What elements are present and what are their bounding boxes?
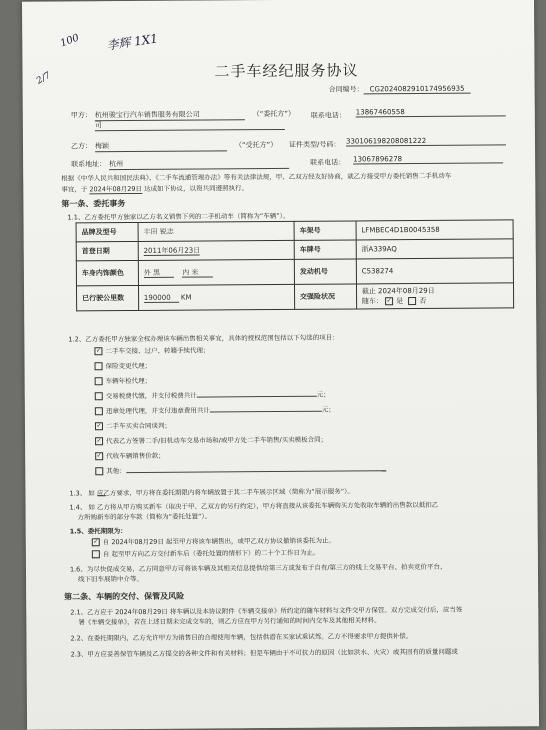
- clause-1-6-line1: 1.6、为尽快促成交易，乙方同意甲方可将该车辆及其相关信息提供给第三方或发布于自有/第三方的线上交易平台、拍卖竞价平台、: [69, 562, 447, 574]
- table-row: [76, 283, 513, 311]
- amount-blank[interactable]: [197, 390, 317, 398]
- clause-1-5: 1.5、委托期限为：: [69, 527, 127, 536]
- clause-1-3-blank[interactable]: [97, 488, 105, 496]
- party-b-name: 梅颖: [95, 140, 227, 152]
- party-a-role: （“委托方”）: [252, 109, 296, 119]
- party-a-row: [71, 110, 92, 120]
- section-2-heading: 第二条、车辆的交付、保管及风险: [64, 591, 185, 602]
- option-text: 二手车买卖合同谈判；: [105, 421, 171, 431]
- list-item: [95, 421, 171, 431]
- party-a-label: 甲方：: [70, 111, 92, 120]
- color-label: 车身内饰颜色: [76, 260, 138, 285]
- period-1-text: 自 2024年08月29日 起至甲方将该车辆售出，或甲乙双方协议撤销该委托为止。: [102, 536, 336, 547]
- clause-1-3: 1.3、 如 应乙方要求，甲方将在委托期限内将车辆放置于其二手车展示区域（简称为“展示服务”）。: [69, 487, 354, 498]
- preamble-line2: [61, 183, 248, 193]
- engine-label: 发动机号: [294, 259, 356, 284]
- engine-value: C538274: [356, 258, 513, 284]
- clause-1-4-line2: 方所购新车的部分车款（简称为“委托处置”）。: [77, 512, 212, 522]
- color-value: [138, 259, 294, 285]
- option-text: 保险变更代理；: [105, 361, 152, 371]
- preamble-post: 达成如下协议，以资共同遵照执行。: [144, 184, 249, 193]
- preamble-date: 2024年08月29日: [89, 184, 143, 194]
- checkbox-checked-icon[interactable]: ✓: [96, 452, 102, 460]
- mileage-unit: KM: [180, 293, 192, 302]
- checkbox-icon[interactable]: [95, 407, 103, 415]
- list-item: [95, 405, 335, 416]
- party-a-name: 杭州骏宝行汽车销售服务有限公司: [95, 109, 245, 121]
- party-a-phone-label: 联系电话：: [310, 111, 346, 120]
- checkbox-icon[interactable]: [95, 377, 103, 385]
- address-value: 杭州: [109, 158, 289, 170]
- list-item: [95, 361, 152, 370]
- option-suffix: 元；: [321, 405, 335, 414]
- option-suffix: 元；: [316, 390, 330, 399]
- period-option-2: [92, 548, 320, 559]
- party-b-id: 330106198208081222: [346, 136, 506, 146]
- clause-1-4-line1: 1.4、 如 乙方将从甲方购买新车（取决于甲、乙双方的另行约定），甲方将直接从该委托车辆购买方处收取车辆的出售款以抵扣乙: [69, 500, 439, 512]
- insurance-follow: [362, 295, 508, 306]
- clause-2-1-line2: 署《车辆交接单》，若在上述日期未完成交车的，则乙方应在甲方另行通知的时间内交车及其他相关材料。: [78, 616, 381, 627]
- handwritten-note-ratio: 2/7: [35, 70, 53, 87]
- mileage-number: 190000: [144, 294, 179, 303]
- plate-label: 车牌号: [294, 240, 356, 259]
- checkbox-icon[interactable]: [92, 550, 100, 558]
- mileage-value: [138, 284, 294, 310]
- option-text: 车辆年检代理；: [105, 376, 152, 386]
- option-text: 代表乙方签署二手/旧机动车交易市场和/或甲方处二手车销售/买卖模板合同；: [106, 435, 328, 446]
- address-label: 联系地址：: [71, 160, 107, 169]
- checkbox-checked-icon[interactable]: ✓: [96, 422, 102, 430]
- list-item: [95, 376, 152, 385]
- checkbox-icon[interactable]: [95, 362, 103, 370]
- brand-value: 丰田 锐志: [138, 221, 294, 241]
- party-a-name-cont: 司: [95, 119, 285, 131]
- insurance-value: [356, 283, 513, 309]
- list-item: [95, 435, 327, 446]
- option-text: 其他：: [106, 467, 126, 476]
- contract-number-value: CG20240829101749569​35: [364, 85, 471, 95]
- contract-number-label: 合同编号：: [328, 85, 364, 94]
- plate-value: 浙A339AQ: [356, 239, 513, 259]
- handwritten-note-name: 李辉 1X1: [105, 31, 159, 53]
- frame-label: 车架号: [294, 221, 356, 240]
- handwritten-note-100: 100: [58, 32, 81, 50]
- list-item: [95, 451, 165, 460]
- party-b-role: （“受托方”）: [234, 141, 278, 150]
- insurance-yes: 是: [396, 297, 404, 306]
- page-title: 二手车经纪服务协议: [214, 61, 359, 81]
- checkbox-checked-icon[interactable]: ✓: [93, 538, 99, 546]
- address-phone-label: 联系电话：: [310, 158, 346, 167]
- address-phone: 13067896278: [353, 154, 503, 164]
- clause-2-3: 2.3、甲方应妥善保管车辆及乙方提交的各种文件和有关材料；但是车辆由于不可抗力的原因（比如洪水、火灾）或其固有的质量问题或: [70, 647, 458, 659]
- other-blank[interactable]: [126, 464, 386, 473]
- color-exterior: 外 黑: [144, 269, 174, 278]
- option-text: 违章处理代理，并支付违章费用共计: [105, 406, 210, 416]
- preamble-pre: 事宜，于: [61, 185, 88, 194]
- insurance-date: 截止 2024年08月29日: [361, 286, 435, 296]
- party-b-label: 乙方：: [70, 142, 93, 151]
- mileage-label: 已行驶公里数: [76, 285, 138, 310]
- contract-number: [329, 84, 471, 95]
- checkbox-checked-icon[interactable]: ✓: [96, 437, 102, 445]
- checkbox-checked-icon[interactable]: ✓: [95, 347, 101, 355]
- contract-page: [22, 0, 539, 730]
- amount-blank[interactable]: [210, 405, 322, 413]
- party-b-id-label: 证件类型/号码：: [288, 140, 341, 149]
- section-1-heading: 第一条、委托事务: [61, 199, 126, 209]
- preamble-line1: 根据《中华人民共和国民法典》、《二手车流通管理办法》等有关法律法规，甲、乙双方经友好协商，就乙方接受甲方委托销售二手机动车: [61, 171, 452, 183]
- insurance-no: 否: [419, 296, 427, 306]
- vehicle-table: [76, 219, 515, 311]
- option-text: 代收车辆销售价款；: [106, 451, 165, 461]
- brand-label: 品牌及型号: [76, 222, 138, 241]
- option-text: 交易税费代缴，并支付税费共计: [105, 391, 197, 401]
- checkbox-icon[interactable]: [408, 297, 416, 305]
- clause-2-2: 2.2、在委托期限内，乙方允许甲方为销售目的合理使用车辆，包括供潜在买家试乘试驾。乙方不得要求甲方提供补偿。: [70, 632, 413, 643]
- option-text: 二手车交接、过户、转籍手续代理；: [105, 346, 210, 356]
- list-item: [95, 390, 330, 401]
- list-item: [95, 464, 386, 475]
- list-item: [94, 345, 209, 355]
- clause-1-6-line2: 线下旧车展销中介等。: [78, 574, 144, 584]
- checkbox-icon[interactable]: [95, 392, 103, 400]
- checkbox-checked-icon[interactable]: ✓: [386, 297, 392, 305]
- clause-2-1-line1: 2.1、乙方应于 2024年08月29日 将车辆以及本协议附件《车辆交接单》所约定的随车材料与文件交甲方保管。双方完成交付后，应当签: [70, 605, 463, 617]
- period-option-1: [92, 536, 335, 547]
- reg-date-text: 2011年06月23日: [143, 246, 201, 255]
- color-interior: 内 米: [182, 268, 212, 277]
- reg-date-label: 首登日期: [76, 241, 138, 260]
- party-a-phone: 13867460558: [356, 107, 506, 117]
- frame-value: LFMBEC4D1B0045358: [356, 220, 513, 240]
- period-2-text: 自 起至甲方向乙方交付新车后（委托处置的情形下）的二十个工作日为止。: [102, 548, 320, 559]
- insurance-label: 交强险状况: [294, 284, 356, 309]
- clause-1-2: 1.2、乙方委托甲方独家全权办理该车辆出售相关事宜，具体的授权范围包括以下勾选的项目：: [68, 333, 339, 344]
- checkbox-icon[interactable]: [95, 467, 103, 475]
- table-row: [76, 258, 513, 286]
- insurance-follow-label: 随车：: [361, 297, 383, 306]
- reg-date-value: [138, 240, 294, 260]
- clause-1-1: 1.1、乙方委托甲方独家以乙方名义销售下列的二手机动车（简称为“车辆”）。: [67, 211, 290, 222]
